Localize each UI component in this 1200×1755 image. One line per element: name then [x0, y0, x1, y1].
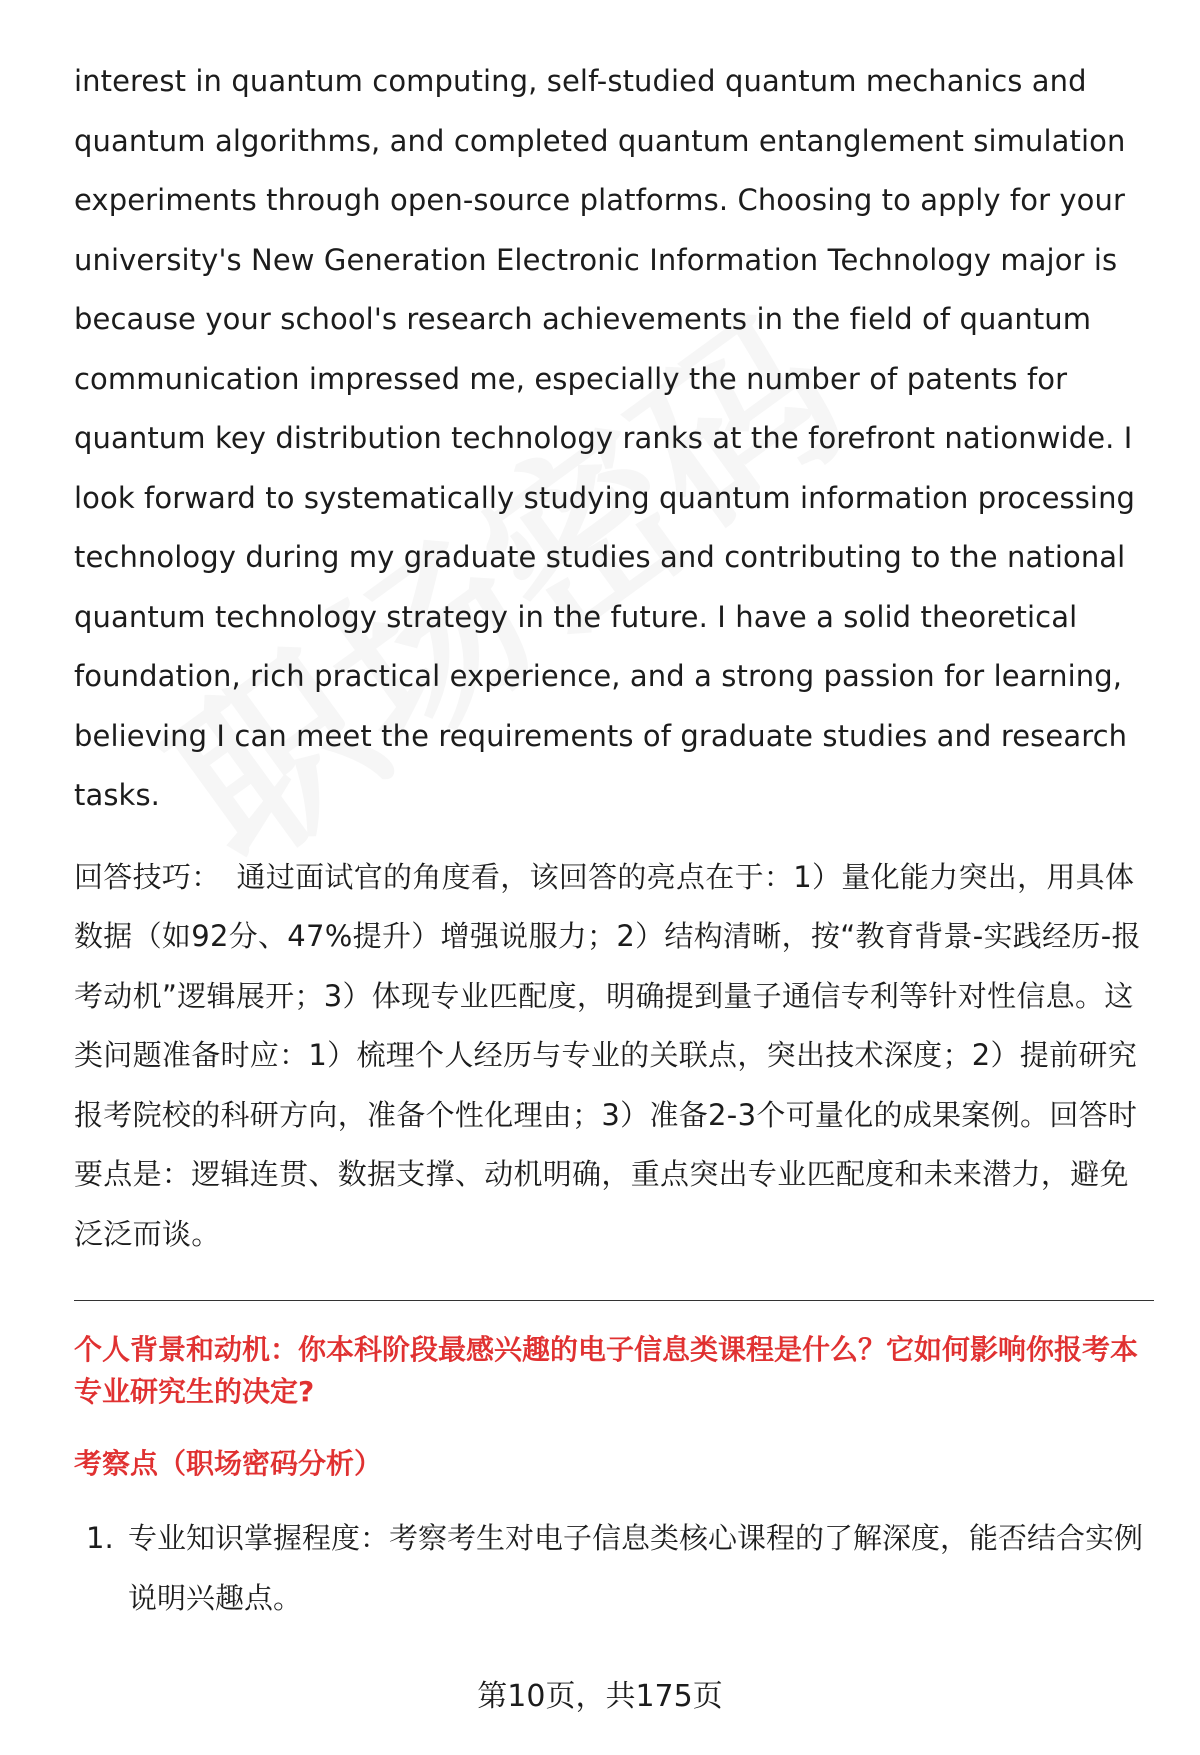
analysis-list: [74, 1509, 1154, 1628]
answer-tips-paragraph: [74, 848, 1154, 1265]
page-number-footer: 第10页，共175页: [477, 1679, 723, 1714]
answer-tips-label: 回答技巧：: [74, 859, 221, 894]
document-page: [74, 52, 1154, 1628]
analysis-heading: 考察点（职场密码分析）: [74, 1447, 383, 1480]
list-item-text: 专业知识掌握程度：考察考生对电子信息类核心课程的了解深度，能否结合实例说明兴趣点。: [128, 1521, 1144, 1615]
answer-tips-text: 通过面试官的角度看，该回答的亮点在于：1）量化能力突出，用具体数据（如92分、47%提升）增强说服力；2）结构清晰，按“教育背景-实践经历-报考动机”逻辑展开；3）体现专业匹配度，明确提到量子通信专利等针对性信息。这类问题准备时应：1）梳理个人经历与专业的关联点，突出技术深度；2）提前研究报考院校的科研方向，准备个性化理由；3）准备2-3个可量化的成果案例。回答时要点是：逻辑连贯、数据支撑、动机明确，重点突出专业匹配度和未来潜力，避免泛泛而谈。: [74, 859, 1141, 1251]
question-heading: 个人背景和动机：你本科阶段最感兴趣的电子信息类课程是什么？它如何影响你报考本专业研究生的决定?: [74, 1333, 1139, 1408]
list-item-number: 1.: [86, 1521, 114, 1555]
section-divider: [74, 1300, 1154, 1301]
answer-paragraph: interest in quantum computing, self-studied quantum mechanics and quantum algorithms, and completed quantum entanglement simulation experiments through open-source platforms. Choosing to apply for your university's New Generation Electronic Information Technology major is because your school's research achievements in the field of quantum communication impressed me, especially the number of patents for quantum key distribution technology ranks at the forefront nationwide. I look forward to systematically studying quantum information processing technology during my graduate studies and contributing to the national quantum technology strategy in the future. I have a solid theoretical foundation, rich practical experience, and a strong passion for learning, believing I can meet the requirements of graduate studies and research tasks.: [74, 64, 1136, 812]
list-item: [74, 1509, 1154, 1628]
